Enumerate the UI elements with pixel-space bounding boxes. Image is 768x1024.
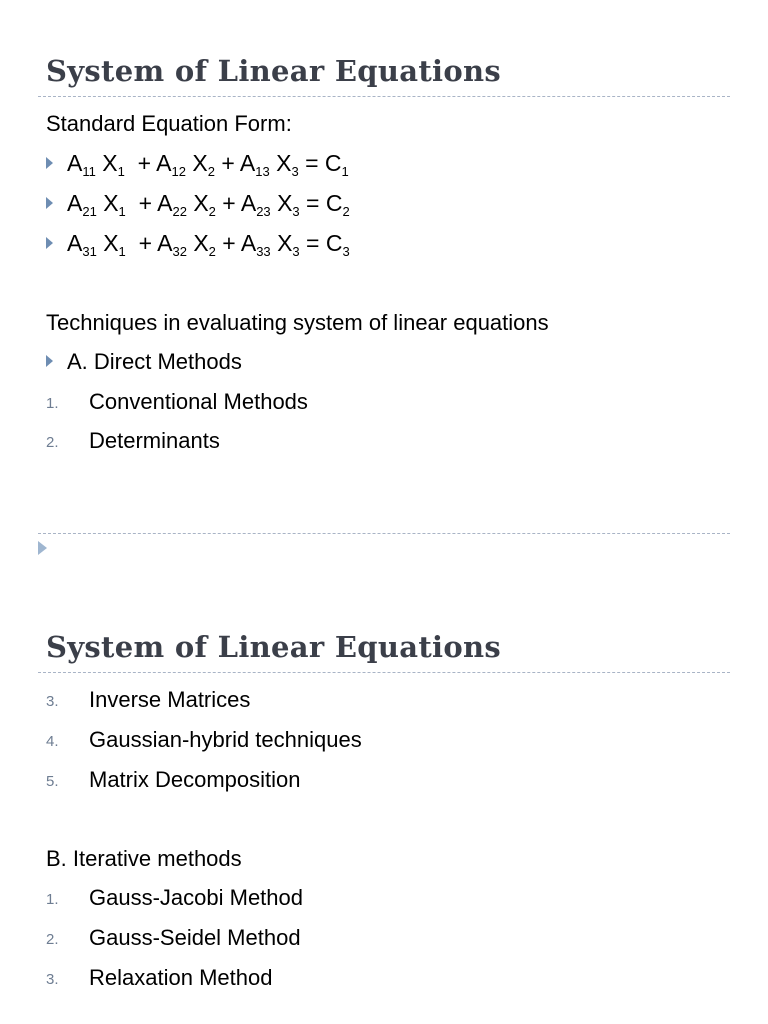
list-item bbox=[46, 687, 250, 715]
list-number: 1. bbox=[46, 395, 59, 412]
list-number: 3. bbox=[46, 693, 59, 710]
list-number: 3. bbox=[46, 971, 59, 988]
list-item bbox=[46, 727, 362, 755]
list-number: 5. bbox=[46, 773, 59, 790]
list-item-label: Gauss-Seidel Method bbox=[89, 925, 301, 950]
slide-2-title: System of Linear Equations bbox=[46, 630, 501, 664]
list-number: 1. bbox=[46, 891, 59, 908]
direct-methods-heading: A. Direct Methods bbox=[46, 349, 242, 375]
list-item bbox=[46, 965, 272, 993]
equation-row-3: $A_{31}$ $X_1 + A_{32}$ $X_2 + A_{33}$ $X_3 = C_3$ bbox=[46, 230, 350, 256]
list-item bbox=[46, 885, 303, 913]
list-item-label: Relaxation Method bbox=[89, 965, 273, 990]
standard-form-label: Standard Equation Form: bbox=[46, 111, 292, 136]
list-number: 4. bbox=[46, 733, 59, 750]
list-number: 2. bbox=[46, 931, 59, 948]
list-item-label: Gaussian-hybrid techniques bbox=[89, 727, 362, 752]
equation-row-2: $A_{21}$ $X_1 + A_{22}$ $X_2 + A_{23}$ $X_3 = C_2$ bbox=[46, 190, 350, 216]
list-item bbox=[46, 767, 301, 795]
list-number: 2. bbox=[46, 434, 59, 451]
list-item-label: Determinants bbox=[89, 428, 220, 453]
equation-row-1: $A_{11}$ $X_1 + A_{12}$ $X_2 + A_{13}$ $X_3 = C_1$ bbox=[46, 150, 349, 176]
iterative-methods-heading: B. Iterative methods bbox=[46, 846, 242, 871]
list-item-label: Inverse Matrices bbox=[89, 687, 251, 712]
slide-1-title: System of Linear Equations bbox=[46, 54, 501, 88]
list-item-label: Gauss-Jacobi Method bbox=[89, 885, 303, 910]
list-item-label: Matrix Decomposition bbox=[89, 767, 301, 792]
list-item bbox=[46, 925, 301, 953]
title-divider bbox=[38, 672, 730, 673]
list-item-label: Conventional Methods bbox=[89, 389, 308, 414]
techniques-heading: Techniques in evaluating system of linear equations bbox=[46, 310, 549, 335]
